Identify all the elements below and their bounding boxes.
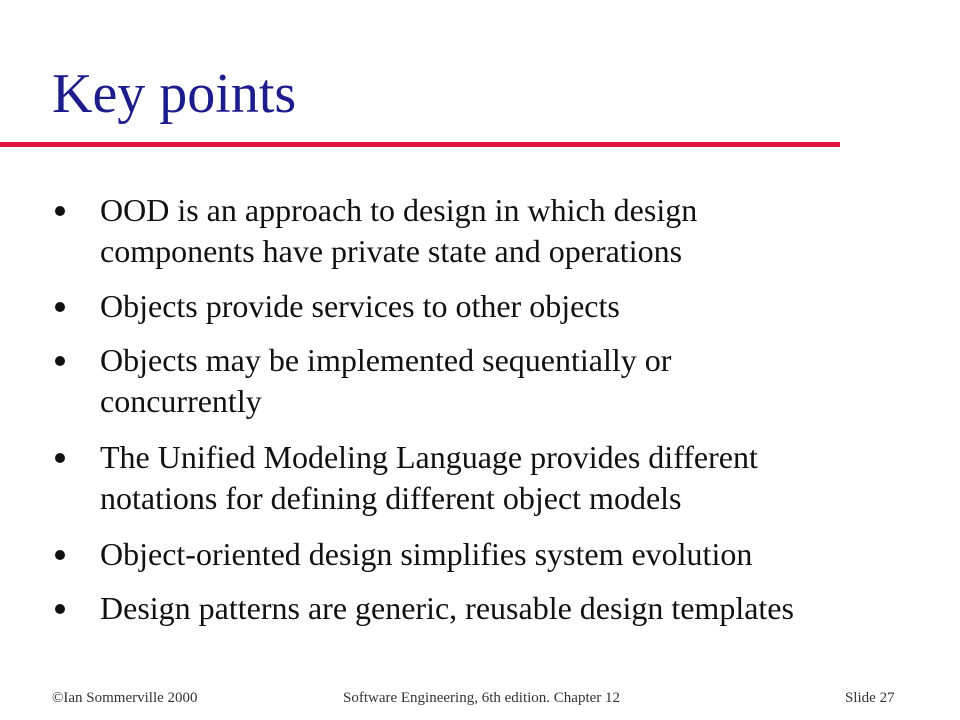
bullet-text-line: components have private state and operations <box>100 233 683 269</box>
title-underline <box>0 142 840 147</box>
bullet-dot-icon <box>55 604 65 614</box>
bullet-text-line: OOD is an approach to design in which design <box>100 192 698 228</box>
bullet-dot-icon <box>55 356 65 366</box>
bullet-text-line: Objects provide services to other objects <box>100 288 620 324</box>
bullet-text-line: Objects may be implemented sequentially or <box>100 342 672 378</box>
bullet-text-line: Design patterns are generic, reusable design templates <box>100 590 794 626</box>
bullet-dot-icon <box>55 302 65 312</box>
footer-book-title: Software Engineering, 6th edition. Chapter 12 <box>343 690 621 706</box>
bullet-text-line: Object-oriented design simplifies system evolution <box>100 536 753 572</box>
bullet-dot-icon <box>55 453 65 463</box>
footer-copyright: ©Ian Sommerville 2000 <box>52 690 198 706</box>
bullet-text-line: concurrently <box>100 383 262 419</box>
bullet-dot-icon <box>55 206 65 216</box>
bullet-text-line: notations for defining different object models <box>100 480 682 516</box>
bullet-text-line: The Unified Modeling Language provides different <box>100 439 758 475</box>
bullet-dot-icon <box>55 550 65 560</box>
slide-title: Key points <box>52 63 297 125</box>
footer-slide-number: Slide 27 <box>845 690 895 706</box>
